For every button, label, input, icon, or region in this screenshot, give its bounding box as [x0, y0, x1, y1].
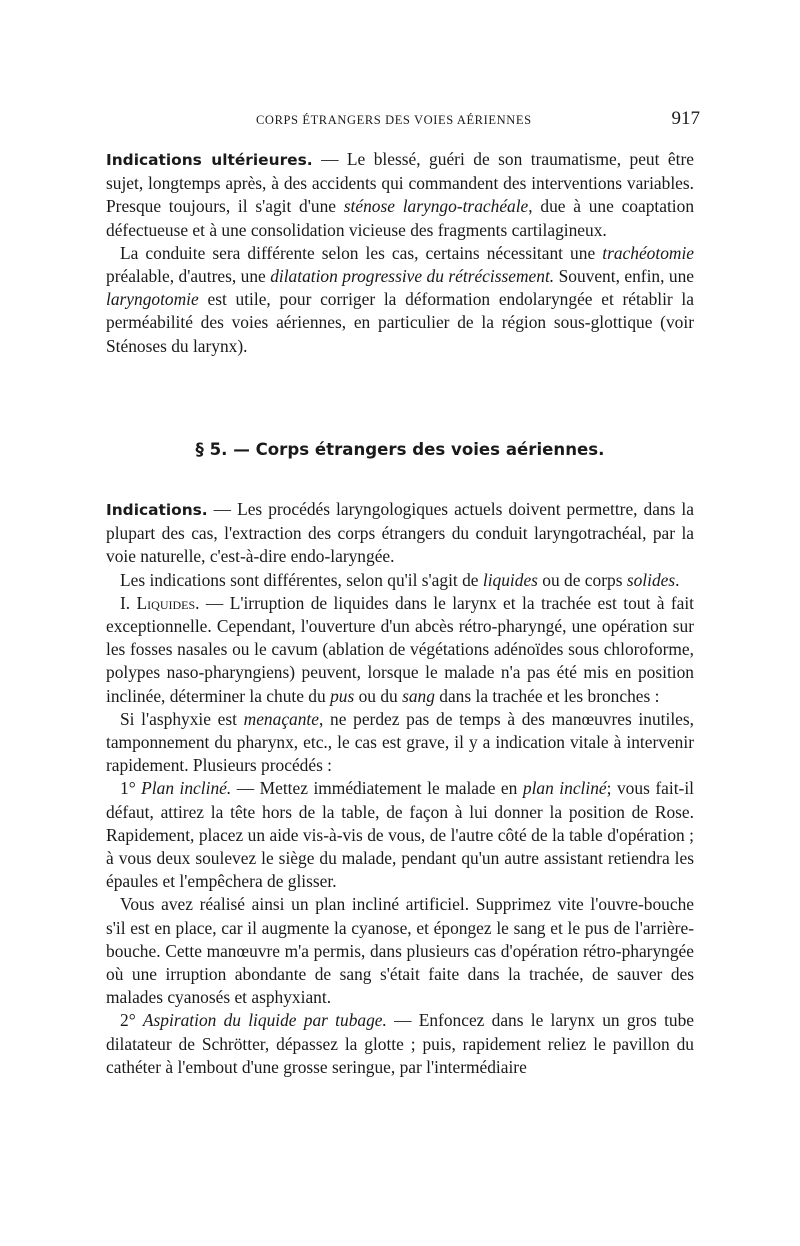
paragraph	[106, 592, 694, 708]
text-run: Les indications sont différentes, selon qu'il s'agit de	[120, 569, 483, 590]
text-run: , ne perdez pas de temps à des manœuvres inutiles, tamponnement du pharynx, etc., le cas est grave, il y a indication vitale à intervenir rapidement. Plusieurs procédés :	[106, 708, 694, 776]
paragraph	[106, 708, 694, 778]
paragraph	[106, 569, 694, 592]
text-run: Souvent, enfin, une	[554, 266, 694, 287]
italic-run: pus	[330, 685, 355, 706]
text-run: .	[675, 569, 680, 590]
italic-run: liquides	[482, 569, 538, 590]
text-run: La conduite sera différente selon les cas, certains nécessitant une	[120, 242, 603, 263]
page-number: 917	[671, 108, 700, 129]
italic-run: menaçante	[243, 708, 319, 729]
italic-run: Plan incliné.	[141, 778, 232, 799]
italic-run: Aspiration du liquide par tubage.	[142, 1010, 387, 1031]
text-run: Si l'asphyxie est	[120, 708, 244, 729]
text-run: 1°	[120, 778, 142, 799]
italic-run: laryngotomie	[106, 289, 199, 310]
running-head: CORPS ÉTRANGERS DES VOIES AÉRIENNES	[256, 113, 532, 127]
italic-run: dilatation progressive du rétrécissement.	[270, 266, 555, 287]
paragraph	[106, 148, 694, 242]
text-run: , due à une coaptation défectueuse et à une consolidation vicieuse des fragments cartilagineux.	[106, 196, 695, 240]
page-header	[118, 110, 700, 136]
text-run: ou de corps	[537, 569, 627, 590]
paragraph-lead: Indications.	[106, 501, 208, 519]
text-run: — Mettez immédiatement le malade en	[231, 778, 523, 799]
text-block-top	[106, 148, 694, 358]
text-run: — Les procédés laryngologiques actuels doivent permettre, dans la plupart des cas, l'extraction des corps étrangers du conduit laryngotrachéal, par la voie naturelle, c'est-à-dire endo-laryngée.	[106, 499, 694, 567]
paragraph	[106, 1009, 694, 1079]
text-block-bottom	[106, 498, 694, 1079]
italic-run: sang	[402, 685, 435, 706]
text-run: dans la trachée et les bronches :	[434, 685, 660, 706]
italic-run: sténose laryngo-trachéale	[343, 196, 529, 217]
paragraph	[106, 893, 694, 1009]
italic-run: trachéotomie	[602, 242, 694, 263]
small-caps-run: I. Liquides.	[120, 592, 200, 613]
text-run: — Enfoncez dans le larynx un gros tube dilatateur de Schrötter, dépassez la glotte ; puis, rapidement reliez le pavillon du cathéter à l'embout d'une grosse seringue, par l'intermédiaire	[106, 1010, 695, 1077]
italic-run: plan incliné	[522, 778, 607, 799]
text-run: préalable, d'autres, une	[106, 266, 271, 287]
paragraph	[106, 777, 694, 893]
paragraph	[106, 242, 694, 358]
paragraph	[106, 498, 694, 569]
text-run: Vous avez réalisé ainsi un plan incliné artificiel. Supprimez vite l'ouvre-bouche s'il est en place, car il augmente la cyanose, et épongez le sang et le pus de l'arrière-bouche. Cette manœuvre m'a permis, dans plusieurs cas d'opération rétro-pharyngée où une irruption abondante de sang s'était faite dans la trachée, de sauver des malades cyanosés et asphyxiant.	[106, 894, 694, 1008]
text-run: 2°	[120, 1010, 143, 1031]
section-heading: § 5. — Corps étrangers des voies aériennes.	[195, 440, 605, 459]
italic-run: solides	[626, 569, 676, 590]
text-run: ou du	[354, 685, 403, 706]
text-run: — Le blessé, guéri de son traumatisme, peut être sujet, longtemps après, à des accidents qui commandent des interventions variables. Presque toujours, il s'agit d'une	[106, 149, 694, 217]
text-run: — L'irruption de liquides dans le larynx et la trachée est tout à fait exceptionnelle. Cependant, l'ouverture d'un abcès rétro-pharyngé, une opération sur les fosses nasales ou le cavum (ablation de végétations adénoïdes sous chloroforme, polypes naso-pharyngiens) peuvent, lorsque le malade n'a pas été mis en position inclinée, déterminer la chute du	[106, 592, 694, 706]
text-run: est utile, pour corriger la déformation endolaryngée et rétablir la perméabilité des voies aériennes, en particulier de la région sous-glottique (voir Sténoses du larynx).	[106, 289, 694, 356]
paragraph-lead: Indications ultérieures.	[106, 151, 313, 169]
text-run: ; vous fait-il défaut, attirez la tête hors de la table, de façon à lui donner la position de Rose. Rapidement, placez un aide vis-à-vis de vous, de l'autre côté de la table d'opération ; à vous deux soulevez le siège du malade, pendant qu'un autre assistant retiendra les épaules et l'empêchera de glisser.	[106, 778, 694, 892]
